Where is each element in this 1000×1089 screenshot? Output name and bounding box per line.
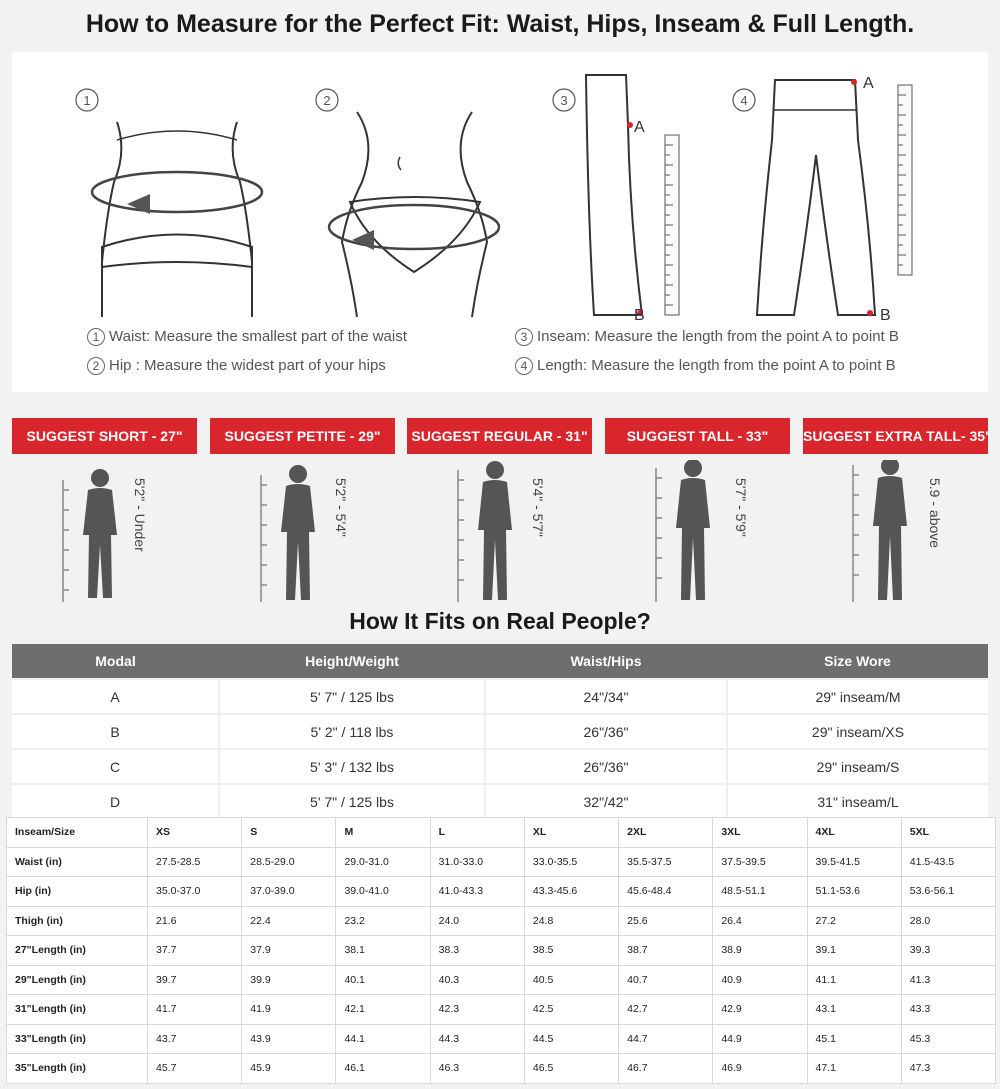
table-cell: 27.5-28.5 xyxy=(148,847,242,877)
table-cell: 42.5 xyxy=(524,995,618,1025)
table-cell: 37.9 xyxy=(242,936,336,966)
table-cell: 37.7 xyxy=(148,936,242,966)
column-header: Modal xyxy=(12,644,219,679)
silhouette-tall xyxy=(648,460,768,605)
table-cell: 41.0-43.3 xyxy=(430,877,524,907)
table-cell: 46.1 xyxy=(336,1054,430,1084)
hip-figure xyxy=(312,82,512,322)
figure-number: 1 xyxy=(83,93,91,108)
table-cell: 40.9 xyxy=(713,965,807,995)
measure-panel xyxy=(12,52,988,392)
table-cell: 44.9 xyxy=(713,1024,807,1054)
table-cell: 48.5-51.1 xyxy=(713,877,807,907)
page-title: How to Measure for the Perfect Fit: Waist, Hips, Inseam & Full Length. xyxy=(85,10,915,38)
table-cell: 47.3 xyxy=(901,1054,995,1084)
row-header: 27"Length (in) xyxy=(7,936,148,966)
row-header: 35"Length (in) xyxy=(7,1054,148,1084)
table-cell: 39.9 xyxy=(242,965,336,995)
row-header: 33"Length (in) xyxy=(7,1024,148,1054)
table-cell: 24.0 xyxy=(430,906,524,936)
table-cell: 35.0-37.0 xyxy=(148,877,242,907)
hip-caption: 2 Hip : Measure the widest part of your hips xyxy=(87,357,386,375)
suggest-regular-banner: SUGGEST REGULAR - 31" xyxy=(407,418,592,454)
table-cell: 21.6 xyxy=(148,906,242,936)
caption-number: 3 xyxy=(515,328,533,346)
table-cell: 43.3-45.6 xyxy=(524,877,618,907)
table-cell: 27.2 xyxy=(807,906,901,936)
column-header: Size Wore xyxy=(727,644,988,679)
table-cell: 42.3 xyxy=(430,995,524,1025)
column-header: 4XL xyxy=(807,818,901,848)
table-cell: 46.7 xyxy=(619,1054,713,1084)
column-header: M xyxy=(336,818,430,848)
table-cell: 44.5 xyxy=(524,1024,618,1054)
caption-number: 4 xyxy=(515,357,533,375)
point-a-label: A xyxy=(863,75,874,92)
table-cell: 42.9 xyxy=(713,995,807,1025)
suggestion-row xyxy=(12,418,992,454)
table-cell: 42.7 xyxy=(619,995,713,1025)
row-header: Hip (in) xyxy=(7,877,148,907)
table-cell: 38.7 xyxy=(619,936,713,966)
table-row xyxy=(7,936,996,966)
table-row xyxy=(7,877,996,907)
column-header: 3XL xyxy=(713,818,807,848)
table-row: A 5' 7" / 125 lbs 24"/34" 29" inseam/M xyxy=(12,679,988,714)
table-cell: 38.1 xyxy=(336,936,430,966)
table-cell: 24.8 xyxy=(524,906,618,936)
height-range-tall: 5'7" - 5'9" xyxy=(733,478,749,537)
table-cell: 42.1 xyxy=(336,995,430,1025)
suggest-extra-tall-banner: SUGGEST EXTRA TALL- 35" xyxy=(803,418,988,454)
table-cell: 43.1 xyxy=(807,995,901,1025)
table-cell: 46.9 xyxy=(713,1054,807,1084)
column-header: Waist/Hips xyxy=(485,644,727,679)
table-cell: 25.6 xyxy=(619,906,713,936)
column-header: L xyxy=(430,818,524,848)
table-cell: 43.3 xyxy=(901,995,995,1025)
table-cell: 46.5 xyxy=(524,1054,618,1084)
table-row: D 5' 7" / 125 lbs 32"/42" 31" inseam/L xyxy=(12,784,988,818)
waist-figure xyxy=(72,82,272,322)
suggest-tall-banner: SUGGEST TALL - 33" xyxy=(605,418,790,454)
table-cell: 29.0-31.0 xyxy=(336,847,430,877)
length-caption: 4 Length: Measure the length from the point A to point B xyxy=(515,357,896,375)
suggest-petite-banner: SUGGEST PETITE - 29" xyxy=(210,418,395,454)
table-row xyxy=(7,1024,996,1054)
table-cell: 51.1-53.6 xyxy=(807,877,901,907)
point-b-label: B xyxy=(634,307,645,324)
column-header: 2XL xyxy=(619,818,713,848)
table-cell: 39.0-41.0 xyxy=(336,877,430,907)
table-cell: 44.1 xyxy=(336,1024,430,1054)
length-figure xyxy=(730,70,930,330)
column-header: XL xyxy=(524,818,618,848)
table-cell: 41.1 xyxy=(807,965,901,995)
column-header: Inseam/Size xyxy=(7,818,148,848)
table-cell: 45.6-48.4 xyxy=(619,877,713,907)
point-b-label: B xyxy=(880,307,891,324)
figure-number: 2 xyxy=(323,93,331,108)
table-cell: 37.0-39.0 xyxy=(242,877,336,907)
table-cell: 38.5 xyxy=(524,936,618,966)
table-cell: 35.5-37.5 xyxy=(619,847,713,877)
column-header: XS xyxy=(148,818,242,848)
table-cell: 45.9 xyxy=(242,1054,336,1084)
figure-number: 4 xyxy=(740,93,748,108)
table-cell: 41.3 xyxy=(901,965,995,995)
table-cell: 26.4 xyxy=(713,906,807,936)
silhouette-petite xyxy=(253,460,373,605)
fits-table xyxy=(12,644,988,818)
silhouette-short xyxy=(55,460,175,605)
waist-caption: 1 Waist: Measure the smallest part of the waist xyxy=(87,328,407,346)
table-cell: 44.3 xyxy=(430,1024,524,1054)
table-cell: 31.0-33.0 xyxy=(430,847,524,877)
row-header: Thigh (in) xyxy=(7,906,148,936)
caption-number: 1 xyxy=(87,328,105,346)
caption-number: 2 xyxy=(87,357,105,375)
table-cell: 41.9 xyxy=(242,995,336,1025)
fits-title: How It Fits on Real People? xyxy=(349,608,651,634)
table-cell: 39.7 xyxy=(148,965,242,995)
table-cell: 40.5 xyxy=(524,965,618,995)
row-header: 31"Length (in) xyxy=(7,995,148,1025)
table-row xyxy=(7,847,996,877)
table-cell: 40.3 xyxy=(430,965,524,995)
figure-number: 3 xyxy=(560,93,568,108)
inseam-caption: 3 Inseam: Measure the length from the point A to point B xyxy=(515,328,899,346)
silhouette-regular xyxy=(450,460,570,605)
table-cell: 41.7 xyxy=(148,995,242,1025)
table-cell: 46.3 xyxy=(430,1054,524,1084)
column-header: S xyxy=(242,818,336,848)
table-cell: 44.7 xyxy=(619,1024,713,1054)
table-row: B 5' 2" / 118 lbs 26"/36" 29" inseam/XS xyxy=(12,714,988,749)
table-row: C 5' 3" / 132 lbs 26"/36" 29" inseam/S xyxy=(12,749,988,784)
suggest-short-banner: SUGGEST SHORT - 27" xyxy=(12,418,197,454)
table-cell: 53.6-56.1 xyxy=(901,877,995,907)
table-cell: 39.1 xyxy=(807,936,901,966)
silhouette-extra-tall xyxy=(845,460,965,605)
table-cell: 38.3 xyxy=(430,936,524,966)
table-cell: 37.5-39.5 xyxy=(713,847,807,877)
size-chart-table xyxy=(6,817,996,1084)
height-range-extra-tall: 5.9 - above xyxy=(927,478,943,549)
height-range-regular: 5'4" - 5'7" xyxy=(530,478,546,537)
table-cell: 45.7 xyxy=(148,1054,242,1084)
table-row xyxy=(7,906,996,936)
table-cell: 28.5-29.0 xyxy=(242,847,336,877)
table-cell: 28.0 xyxy=(901,906,995,936)
column-header: Height/Weight xyxy=(219,644,485,679)
table-cell: 45.1 xyxy=(807,1024,901,1054)
row-header: 29"Length (in) xyxy=(7,965,148,995)
height-range-short: 5'2" - Under xyxy=(132,478,148,552)
table-cell: 40.7 xyxy=(619,965,713,995)
table-cell: 43.9 xyxy=(242,1024,336,1054)
table-row xyxy=(7,995,996,1025)
table-row xyxy=(7,1054,996,1084)
table-cell: 39.5-41.5 xyxy=(807,847,901,877)
table-cell: 38.9 xyxy=(713,936,807,966)
row-header: Waist (in) xyxy=(7,847,148,877)
table-cell: 22.4 xyxy=(242,906,336,936)
height-range-petite: 5'2" - 5'4" xyxy=(333,478,349,537)
point-a-label: A xyxy=(634,119,645,136)
table-row xyxy=(7,965,996,995)
table-cell: 33.0-35.5 xyxy=(524,847,618,877)
table-cell: 47.1 xyxy=(807,1054,901,1084)
table-cell: 23.2 xyxy=(336,906,430,936)
table-cell: 39.3 xyxy=(901,936,995,966)
table-cell: 40.1 xyxy=(336,965,430,995)
inseam-figure xyxy=(550,70,690,330)
column-header: 5XL xyxy=(901,818,995,848)
table-cell: 43.7 xyxy=(148,1024,242,1054)
table-cell: 45.3 xyxy=(901,1024,995,1054)
table-cell: 41.5-43.5 xyxy=(901,847,995,877)
